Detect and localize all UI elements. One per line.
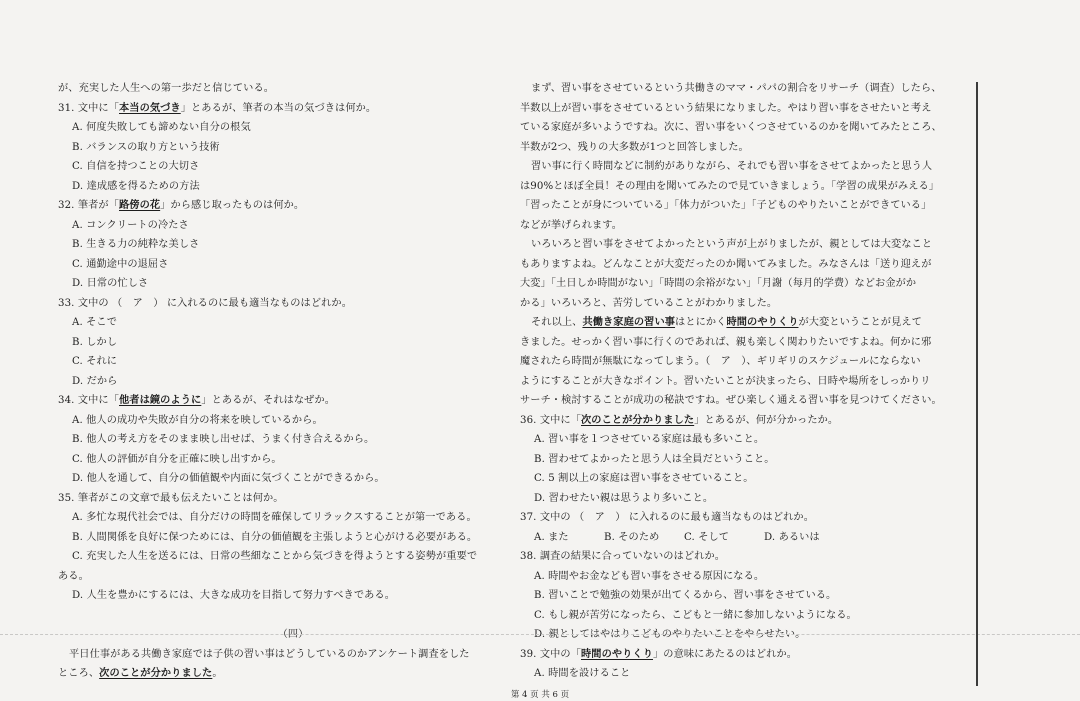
right-column — [520, 79, 960, 684]
passage-line: 平日仕事がある共働き家庭では子供の習い事はどうしているのかアンケート調査をした — [69, 648, 470, 660]
question-34 — [58, 391, 508, 411]
option-36-d: D. 習わせたい親は思うより多いこと。 — [534, 492, 714, 504]
option-32-a: A. コンクリートの冷たさ — [72, 219, 189, 231]
passage-line: 半数が2つ、残りの大多数が1つと回答しました。 — [520, 141, 749, 153]
question-text: 32. 筆者が「 — [58, 200, 119, 211]
option-36-c: C. 5 割以上の家庭は習い事をさせていること。 — [534, 473, 754, 484]
passage-line: サーチ・検討することが成功の秘訣ですね。ぜひ楽しく通える習い事を見つけてください。 — [520, 395, 942, 406]
underlined-phrase: 時間のやりくり — [726, 316, 799, 328]
option-33-a: A. そこで — [72, 317, 117, 328]
question-text: 39. 文中の「 — [520, 648, 581, 660]
underlined-phrase: 共働き家庭の習い事 — [582, 316, 676, 328]
passage-text: 。 — [212, 668, 223, 679]
passage-line: 習い事に行く時間などに制約がありながら、それでも習い事をさせてよかったと思う人 — [531, 161, 933, 172]
passage-text: が大変ということが見えて — [798, 317, 922, 328]
question-text: 36. 文中に「 — [520, 414, 581, 426]
option-31-d: D. 達成感を得るための方法 — [72, 180, 200, 192]
option-34-b: B. 他人の考え方をそのまま映し出せば、うまく付き合えるから。 — [72, 434, 375, 445]
passage-line: 半数以上が習い事をさせているという結果になりました。やはり習い事をさせたいと考え — [520, 102, 932, 114]
option-37-d: D. あるいは — [764, 531, 820, 543]
question-text: 」の意味にあたるのはどれか。 — [653, 648, 798, 660]
passage-line: 魔されたら時間が無駄になってしまう。（ ア ）、ギリギリのスケジュールにならない — [520, 356, 921, 367]
passage-line: は90%とほぼ全員！その理由を聞いてみたので見ていきましょう。「学習の成果がみえる」 — [520, 180, 940, 192]
question-38: 38. 調査の結果に合っていないのはどれか。 — [520, 551, 726, 562]
option-31-b: B. バランスの取り方という技術 — [72, 141, 220, 153]
blank-line — [58, 606, 508, 626]
option-36-b: B. 習わせてよかったと思う人は全員だということ。 — [534, 453, 775, 465]
option-35-d: D. 人生を豊かにするには、大きな成功を目指して努力すべきである。 — [72, 590, 395, 601]
passage-line — [520, 313, 960, 333]
option-37-b: B. そのため — [604, 531, 660, 543]
passage-text: それ以上、 — [531, 317, 583, 328]
underlined-phrase: 路傍の花 — [119, 199, 161, 211]
question-text: 」とあるが、何が分かったか。 — [694, 414, 839, 426]
option-35-b: B. 人間関係を良好に保つためには、自分の価値観を主張しようと心がける必要がある。 — [72, 531, 478, 543]
left-column — [58, 79, 508, 684]
option-35-c: C. 充実した人生を送るには、日常の些細なことから気づきを得ようとする姿勢が重要で — [72, 551, 478, 562]
option-32-c: C. 通勤途中の退屈さ — [72, 258, 169, 270]
passage-line: もありますよね。どんなことが大変だったのか聞いてみました。みなさんは「送り迎えが — [520, 258, 932, 270]
option-36-a: A. 習い事を１つさせている家庭は最も多いこと。 — [534, 434, 765, 445]
question-39 — [520, 645, 960, 665]
passage-line: まず、習い事をさせているという共働きのママ・パパの割合をリサーチ（调査）したら、 — [531, 83, 942, 94]
option-32-b: B. 生きる力の純粋な美しさ — [72, 239, 200, 250]
section-title: （四） — [277, 629, 309, 640]
question-31 — [58, 99, 508, 119]
option-32-d: D. 日常の忙しさ — [72, 278, 149, 289]
option-31-c: C. 自信を持つことの大切さ — [72, 161, 200, 172]
option-38-d: D. 親としてはやはりこどものやりたいことをやらせたい。 — [534, 629, 806, 640]
question-text: 」とあるが、それはなぜか。 — [201, 395, 336, 406]
question-text: 31. 文中に「 — [58, 102, 119, 114]
question-36 — [520, 411, 960, 431]
option-34-c: C. 他人の評価が自分を正確に映し出すから。 — [72, 453, 282, 465]
option-38-c: C. もし親が苦労になったら、こどもと一緒に参加しないようになる。 — [534, 609, 857, 621]
option-31-a: A. 何度失敗しても諦めない自分の根気 — [72, 122, 251, 133]
passage-line: きました。せっかく習い事に行くのであれば、親も楽しく関わりたいですよね。何かに邪 — [520, 336, 932, 348]
passage-line: 大変」「土日しか時間がない」「時間の余裕がない」「月謝（每月的学费）などお金がか — [520, 278, 917, 289]
passage-text: はとにかく — [675, 317, 727, 328]
question-33: 33. 文中の （ ア ） に入れるのに最も適当なものはどれか。 — [58, 297, 352, 309]
underlined-phrase: 次のことが分かりました — [581, 413, 695, 426]
option-38-b: B. 習いことで勉強の効果が出てくるから、習い事をさせている。 — [534, 590, 837, 601]
options-37 — [520, 528, 960, 548]
option-39-a: A. 時間を設けること — [534, 668, 631, 679]
passage-line: が、充実した人生への第一歩だと信じている。 — [58, 83, 275, 94]
margin-rule — [976, 82, 978, 686]
option-35-c-cont: ある。 — [58, 570, 89, 582]
option-33-c: C. それに — [72, 356, 118, 367]
passage-line: かる」いろいろと、苦労していることがわかりました。 — [520, 297, 778, 309]
passage-line: 「習ったことが身についている」「体力がついた」「子どものやりたいことができている」 — [520, 200, 932, 211]
option-34-a: A. 他人の成功や失敗が自分の将来を映しているから。 — [72, 414, 323, 426]
passage-text: ところ、 — [58, 668, 100, 679]
question-37: 37. 文中の （ ア ） に入れるのに最も適当なものはどれか。 — [520, 512, 814, 523]
option-35-a: A. 多忙な現代社会では、自分だけの時間を確保してリラックスすることが第一である。 — [72, 512, 477, 523]
option-37-a: A. また — [534, 531, 569, 543]
question-text: 」から感じ取ったものは何か。 — [160, 200, 305, 211]
page-footer: 第 4 页 共 6 页 — [510, 690, 570, 700]
underlined-phrase: 時間のやりくり — [581, 647, 654, 660]
option-33-b: B. しかし — [72, 336, 118, 348]
question-35: 35. 筆者がこの文章で最も伝えたいことは何か。 — [58, 492, 284, 504]
underlined-phrase: 他者は鏡のように — [119, 394, 202, 406]
passage-line: ようにすることが大きなポイント。習いたいことが決まったら、日時や場所をしっかりリ — [520, 375, 931, 387]
passage-line: いろいろと習い事をさせてよかったという声が上がりましたが、親としては大変なこと — [531, 239, 933, 250]
question-text: 」とあるが、筆者の本当の気づきは何か。 — [180, 102, 377, 114]
passage-line: などが挙げられます。 — [520, 219, 623, 231]
passage-line — [58, 664, 508, 684]
option-38-a: A. 時間やお金なども習い事をさせる原因になる。 — [534, 570, 765, 582]
option-33-d: D. だから — [72, 375, 118, 387]
underlined-phrase: 次のことが分かりました — [99, 667, 213, 679]
underlined-phrase: 本当の気づき — [119, 101, 181, 114]
option-37-c: C. そして — [684, 531, 730, 543]
question-text: 34. 文中に「 — [58, 395, 119, 406]
question-32 — [58, 196, 508, 216]
passage-line: ている家庭が多いようですね。次に、習い事をいくつさせているのかを聞いてみたところ、 — [520, 122, 942, 133]
option-34-d: D. 他人を通して、自分の価値観や内面に気づくことができるから。 — [72, 473, 385, 484]
fold-divider — [0, 634, 1080, 635]
